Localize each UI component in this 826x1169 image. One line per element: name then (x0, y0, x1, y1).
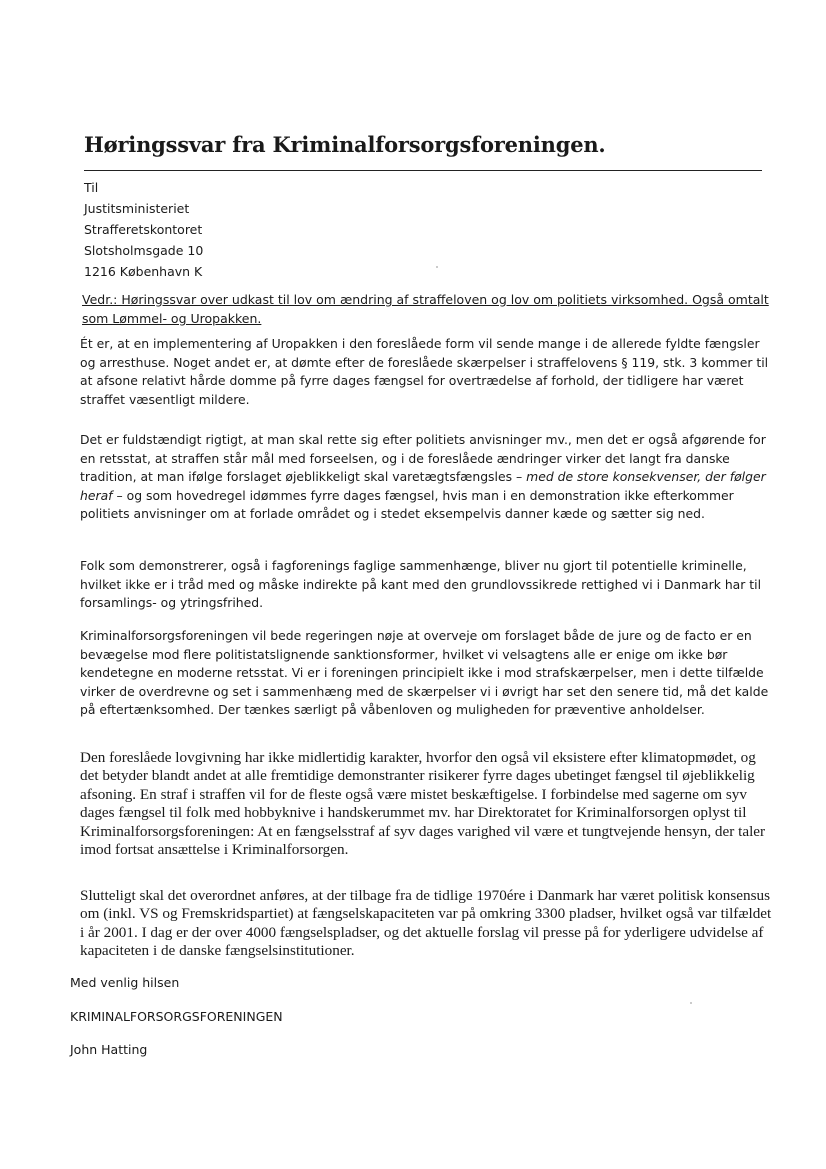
paragraph-3: Folk som demonstrerer, også i fagforenings faglige sammenhænge, bliver nu gjort til potentielle kriminelle, hvilket ikke er i tråd med og måske indirekte på kant med den grundlovssikrede rettighed vi i Danmark har til forsamlings- og ytringsfrihed. (80, 558, 762, 610)
address-line: Til (84, 180, 99, 195)
paragraph-6: Slutteligt skal det overordnet anføres, at der tilbage fra de tidlige 1970ére i Danmark har været politisk konsensus om (inkl. VS og Fremskridspartiet) at fængselskapaciteten var på omkring 3300 pladser, hvilket også var tilfældet i år 2001. I dag er der over 4000 fængselspladser, og det aktuelle forslag vil presse på for yderligere udvidelse af kapaciteten i de danske fængselsinstitutioner. (80, 887, 772, 960)
recipient-address (84, 177, 203, 282)
letter-title: Høringssvar fra Kriminalforsorgsforeningen. (84, 132, 606, 157)
address-line: Slotsholmsgade 10 (84, 243, 204, 258)
address-line: 1216 København K (84, 264, 203, 279)
address-line: Justitsministeriet (84, 201, 190, 216)
closing-signatory: John Hatting (70, 1042, 148, 1057)
subject-line: Vedr.: Høringssvar over udkast til lov om ændring af straffeloven og lov om politiets virksomhed. Også omtalt som Lømmel- og Uropakken. (82, 292, 769, 326)
paragraph-5: Den foreslåede lovgivning har ikke midlertidig karakter, hvorfor den også vil eksistere efter klimatopmødet, og det betyder blandt andet at alle fremtidige demonstranter risikerer fyrre dages ubetinget fængsel til øjeblikkelig afsoning. En straf i straffen vil for de fleste også være mistet beskæftigelse. I forbindelse med sagerne om syv dages fængsel til folk med hobbyknive i handskerummet mv. har Direktoratet for Kriminalforsorgen oplyst til Kriminalforsorgsforeningen: At en fængselsstraf af syv dages varighed vil være et tungtvejende hensyn, der taler imod fortsat ansættelse i Kriminalforsorgen. (80, 749, 766, 859)
closing-organization: KRIMINALFORSORGSFORENINGEN (70, 1009, 283, 1024)
address-line: Strafferetskontoret (84, 222, 203, 237)
scan-speck (690, 1002, 692, 1004)
paragraph-2-emphasis: med de store konsekvenser, der følger heraf – (80, 469, 766, 503)
paragraph-2 (80, 431, 775, 524)
paragraph-1: Ét er, at en implementering af Uropakken i den foreslåede form vil sende mange i de allerede fyldte fængsler og arresthuse. Noget andet er, at dømte efter de foreslåede skærpelser i straffelovens § 119, stk. 3 kommer til at afsone relativt hårde domme på fyrre dages fængsel for overtrædelse af forhold, der tidligere har været straffet væsentligt mildere. (80, 336, 769, 407)
title-divider (84, 170, 762, 171)
paragraph-4: Kriminalforsorgsforeningen vil bede regeringen nøje at overveje om forslaget både de jure og de facto er en bevægelse mod flere politistatslignende sanktionsformer, hvilket vi velsagtens alle er enige om ikke bør kendetegne en moderne retsstat. Vi er i foreningen principielt ikke i mod strafskærpelser, men i dette tilfælde virker de overdrevne og set i sammenhæng med de skærpelser vi i øvrigt har set den senere tid, må det kalde på eftertænksomhed. Der tænkes særligt på våbenloven og muligheden for præventive anholdelser. (80, 628, 769, 717)
scan-speck (436, 266, 438, 268)
closing-greeting: Med venlig hilsen (70, 975, 180, 990)
paragraph-2-text: Det er fuldstændigt rigtigt, at man skal rette sig efter politiets anvisninger mv., men det er også afgørende for en retsstat, at straffen står mål med forseelsen, og i de foreslåede ændringer virker det langt fra danske tradition, at man ifølge forslaget øjeblikkeligt skal varetægtsfængsles – (80, 432, 766, 484)
paragraph-2-text-end: og som hovedregel idømmes fyrre dages fængsel, hvis man i en demonstration ikke efterkommer politiets anvisninger om at forlade området og i stedet eksempelvis danner kæde og sætter sig ned. (80, 487, 734, 521)
